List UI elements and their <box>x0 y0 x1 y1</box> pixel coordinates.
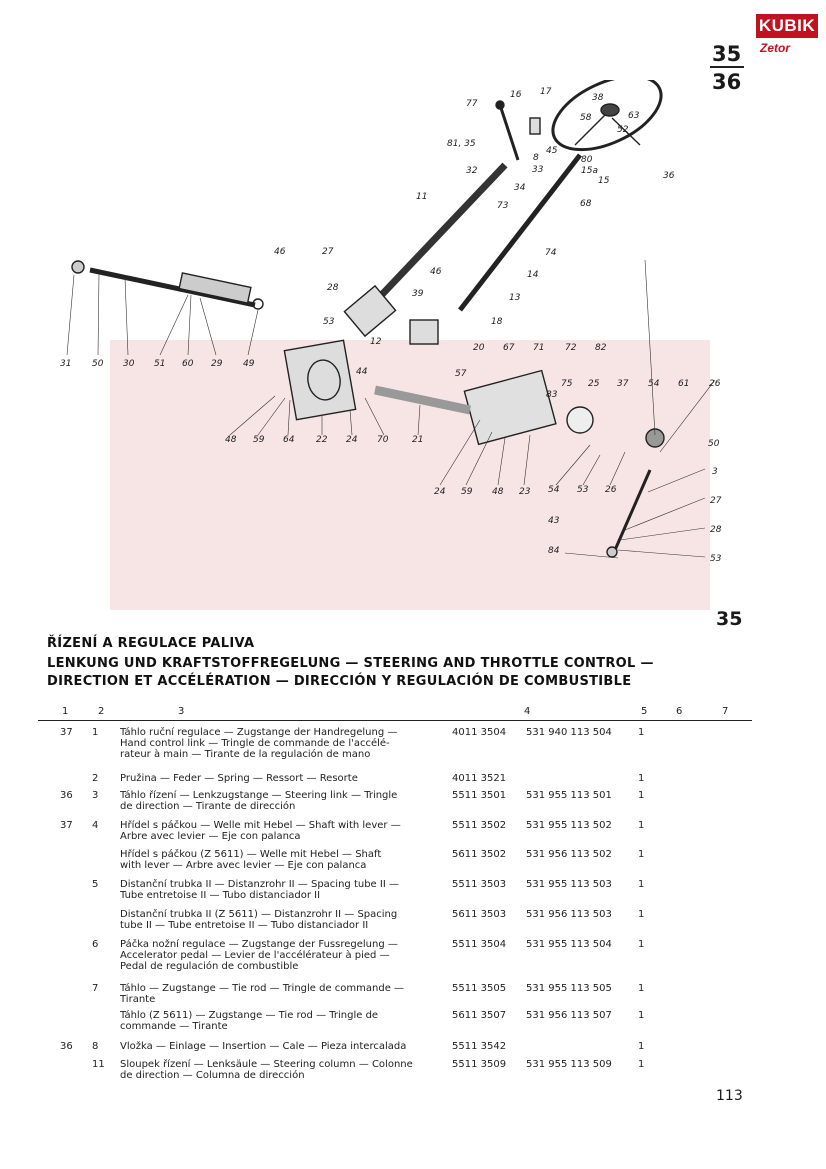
row-part-number: 5511 3502 <box>452 820 507 831</box>
description-line: Distanční trubka II (Z 5611) — Distanzrohr II — Spacing <box>120 909 398 920</box>
callout-34: 34 <box>514 183 526 193</box>
description-line: with lever — Arbre avec levier — Eje con palanca <box>120 860 367 871</box>
callout-38: 38 <box>592 93 604 103</box>
row-part-number: 5611 3507 <box>452 1010 507 1021</box>
steering-shaft <box>460 155 580 310</box>
col-header-1: 1 <box>62 706 69 717</box>
row-position: 3 <box>92 790 99 801</box>
callout-57: 57 <box>455 369 467 379</box>
row-part-number: 5511 3509 <box>452 1059 507 1070</box>
row-ref-figure: 36 <box>60 790 73 801</box>
callout-18: 18 <box>491 317 503 327</box>
description-line: Táhlo — Zugstange — Tie rod — Tringle de commande — <box>120 983 405 994</box>
description-line: Hřídel s páčkou (Z 5611) — Welle mit Hebel — Shaft <box>120 849 382 860</box>
row-catalog-number: 531 956 113 503 <box>526 909 612 920</box>
figure-number: 35 <box>716 608 743 630</box>
callout-43: 43 <box>548 516 560 526</box>
row-quantity: 1 <box>638 983 645 994</box>
steering-column <box>372 165 505 305</box>
callout-80: 80 <box>581 155 593 165</box>
steering-wheel <box>542 80 672 165</box>
callout-73: 73 <box>497 201 509 211</box>
callout-39: 39 <box>412 289 424 299</box>
row-position: 8 <box>92 1041 99 1052</box>
description-line: Pružina — Feder — Spring — Ressort — Resorte <box>120 773 358 784</box>
description-line: commande — Tirante <box>120 1021 228 1032</box>
callout-17: 17 <box>540 87 552 97</box>
row-position: 1 <box>92 727 99 738</box>
callout-44: 44 <box>356 367 368 377</box>
row-description <box>120 849 445 871</box>
callout-72: 72 <box>565 343 577 353</box>
callout-24a: 24 <box>346 435 358 445</box>
callout-31: 31 <box>60 359 72 369</box>
row-part-number: 5511 3505 <box>452 983 507 994</box>
page-number: 113 <box>716 1088 743 1104</box>
callout-68: 68 <box>580 199 592 209</box>
row-description <box>120 790 445 812</box>
callout-29: 29 <box>211 359 223 369</box>
callout-53c: 53 <box>710 554 722 564</box>
row-position: 4 <box>92 820 99 831</box>
steering-box-cover <box>284 340 355 419</box>
row-description <box>120 727 445 760</box>
row-quantity: 1 <box>638 773 645 784</box>
callout-60: 60 <box>182 359 194 369</box>
row-quantity: 1 <box>638 1010 645 1021</box>
row-catalog-number: 531 955 113 504 <box>526 939 612 950</box>
row-catalog-number: 531 955 113 502 <box>526 820 612 831</box>
callout-54b: 54 <box>548 485 560 495</box>
callout-48b: 48 <box>492 487 504 497</box>
description-line: Vložka — Einlage — Insertion — Cale — Pieza intercalada <box>120 1041 407 1052</box>
callout-12: 12 <box>370 337 382 347</box>
callout-13: 13 <box>509 293 521 303</box>
col-header-2: 2 <box>98 706 105 717</box>
callout-53b: 53 <box>577 485 589 495</box>
row-ref-figure: 37 <box>60 820 73 831</box>
callout-11: 11 <box>416 192 428 202</box>
kubik-zetor-logo <box>756 14 818 62</box>
row-description <box>120 879 445 901</box>
callout-59a: 59 <box>253 435 265 445</box>
row-ref-figure: 37 <box>60 727 73 738</box>
row-part-number: 5611 3502 <box>452 849 507 860</box>
row-quantity: 1 <box>638 1041 645 1052</box>
header-rule <box>38 720 752 721</box>
callout-54a: 54 <box>648 379 660 389</box>
col-header-3: 3 <box>178 706 185 717</box>
section-title-de-en: LENKUNG UND KRAFTSTOFFREGELUNG — STEERING AND THROTTLE CONTROL — <box>47 656 654 671</box>
row-quantity: 1 <box>638 790 645 801</box>
callout-52: 52 <box>617 125 629 135</box>
callout-15: 15 <box>598 176 610 186</box>
row-description <box>120 909 445 931</box>
description-line: rateur à main — Tirante de la regulación de mano <box>120 749 371 760</box>
description-line: Táhlo ruční regulace — Zugstange der Handregelung — <box>120 727 398 738</box>
callout-46b: 46 <box>430 267 442 277</box>
callout-84: 84 <box>548 546 560 556</box>
row-quantity: 1 <box>638 939 645 950</box>
row-description <box>120 1010 445 1032</box>
callout-23: 23 <box>519 487 531 497</box>
callout-16: 16 <box>510 90 522 100</box>
row-position: 5 <box>92 879 99 890</box>
section-title-fr-es: DIRECTION ET ACCÉLÉRATION — DIRECCIÓN Y REGULACIÓN DE COMBUSTIBLE <box>47 674 632 689</box>
callout-21: 21 <box>412 435 424 445</box>
row-position: 6 <box>92 939 99 950</box>
row-description <box>120 1041 445 1052</box>
callout-8: 8 <box>533 153 539 163</box>
page-ref-top: 35 <box>712 42 742 66</box>
callout-28: 28 <box>327 283 339 293</box>
row-part-number: 5511 3501 <box>452 790 507 801</box>
row-catalog-number: 531 955 113 509 <box>526 1059 612 1070</box>
callout-27b: 27 <box>710 496 722 506</box>
row-description <box>120 939 445 972</box>
logo-brand: KUBIK <box>756 14 818 38</box>
callout-36: 36 <box>663 171 675 181</box>
callout-32: 32 <box>466 166 478 176</box>
row-part-number: 5511 3503 <box>452 879 507 890</box>
callout-22: 22 <box>316 435 328 445</box>
page-ref-bottom: 36 <box>712 70 742 94</box>
callout-45: 45 <box>546 146 558 156</box>
row-part-number: 4011 3504 <box>452 727 507 738</box>
page-ref-divider <box>710 66 744 68</box>
callout-53a: 53 <box>323 317 335 327</box>
steering-box <box>464 371 556 445</box>
callout-75: 75 <box>561 379 573 389</box>
description-line: Tirante <box>120 994 156 1005</box>
description-line: Tube entretoise II — Tubo distanciador II <box>120 890 321 901</box>
description-line: Táhlo (Z 5611) — Zugstange — Tie rod — Tringle de <box>120 1010 379 1021</box>
col-header-6: 6 <box>676 706 683 717</box>
description-line: Pedal de regulación de combustible <box>120 961 299 972</box>
row-part-number: 4011 3521 <box>452 773 507 784</box>
callout-50b: 50 <box>708 439 720 449</box>
row-quantity: 1 <box>638 1059 645 1070</box>
callout-25a: 25 <box>588 379 600 389</box>
callout-82: 82 <box>595 343 607 353</box>
description-line: Táhlo řízení — Lenkzugstange — Steering link — Tringle <box>120 790 398 801</box>
callout-83: 83 <box>546 390 558 400</box>
callout-67: 67 <box>503 343 515 353</box>
callout-59b: 59 <box>461 487 473 497</box>
callout-24b: 24 <box>434 487 446 497</box>
row-part-number: 5511 3504 <box>452 939 507 950</box>
callout-28b: 28 <box>710 525 722 535</box>
description-line: Páčka nožní regulace — Zugstange der Fussregelung — <box>120 939 398 950</box>
row-part-number: 5611 3503 <box>452 909 507 920</box>
callout-81-35: 81, 35 <box>447 139 476 149</box>
callout-27a: 27 <box>322 247 334 257</box>
row-catalog-number: 531 955 113 503 <box>526 879 612 890</box>
callout-46a: 46 <box>274 247 286 257</box>
exploded-parts-diagram <box>0 80 826 600</box>
row-description <box>120 773 445 784</box>
row-quantity: 1 <box>638 849 645 860</box>
callout-58: 58 <box>580 113 592 123</box>
callout-51: 51 <box>154 359 166 369</box>
description-line: Accelerator pedal — Levier de l'accélérateur à pied — <box>120 950 390 961</box>
row-quantity: 1 <box>638 879 645 890</box>
row-position: 11 <box>92 1059 105 1070</box>
row-ref-figure: 36 <box>60 1041 73 1052</box>
row-quantity: 1 <box>638 909 645 920</box>
section-title-cz: ŘÍZENÍ A REGULACE PALIVA <box>47 636 255 651</box>
callout-71: 71 <box>533 343 545 353</box>
col-header-5: 5 <box>641 706 648 717</box>
row-description <box>120 983 445 1005</box>
callout-48a: 48 <box>225 435 237 445</box>
row-catalog-number: 531 940 113 504 <box>526 727 612 738</box>
row-quantity: 1 <box>638 820 645 831</box>
callout-30: 30 <box>123 359 135 369</box>
description-line: tube II — Tube entretoise II — Tubo distanciador II <box>120 920 369 931</box>
callout-37: 37 <box>617 379 629 389</box>
row-description <box>120 1059 445 1081</box>
callout-61: 61 <box>678 379 690 389</box>
callout-15a: 15a <box>581 166 598 176</box>
row-description <box>120 820 445 842</box>
callout-14: 14 <box>527 270 539 280</box>
callout-64: 64 <box>283 435 295 445</box>
callout-26b: 26 <box>605 485 617 495</box>
callout-49: 49 <box>243 359 255 369</box>
callout-77: 77 <box>466 99 478 109</box>
callout-74: 74 <box>545 248 557 258</box>
row-catalog-number: 531 955 113 505 <box>526 983 612 994</box>
row-catalog-number: 531 955 113 501 <box>526 790 612 801</box>
callout-3: 3 <box>712 467 718 477</box>
row-position: 7 <box>92 983 99 994</box>
description-line: de direction — Tirante de dirección <box>120 801 296 812</box>
row-part-number: 5511 3542 <box>452 1041 507 1052</box>
callout-33: 33 <box>532 165 544 175</box>
callout-20: 20 <box>473 343 485 353</box>
callout-63: 63 <box>628 111 640 121</box>
callout-26a: 26 <box>709 379 721 389</box>
callout-70: 70 <box>377 435 389 445</box>
description-line: Sloupek řízení — Lenksäule — Steering column — Colonne <box>120 1059 413 1070</box>
description-line: Hřídel s páčkou — Welle mit Hebel — Shaft with lever — <box>120 820 401 831</box>
col-header-4: 4 <box>524 706 531 717</box>
description-line: Arbre avec levier — Eje con palanca <box>120 831 301 842</box>
row-catalog-number: 531 956 113 507 <box>526 1010 612 1021</box>
col-header-7: 7 <box>722 706 729 717</box>
description-line: Hand control link — Tringle de commande de l'accélé- <box>120 738 390 749</box>
logo-sub: Zetor <box>760 41 790 55</box>
description-line: de direction — Columna de dirección <box>120 1070 305 1081</box>
description-line: Distanční trubka II — Distanzrohr II — Spacing tube II — <box>120 879 399 890</box>
callout-50a: 50 <box>92 359 104 369</box>
row-quantity: 1 <box>638 727 645 738</box>
row-position: 2 <box>92 773 99 784</box>
row-catalog-number: 531 956 113 502 <box>526 849 612 860</box>
